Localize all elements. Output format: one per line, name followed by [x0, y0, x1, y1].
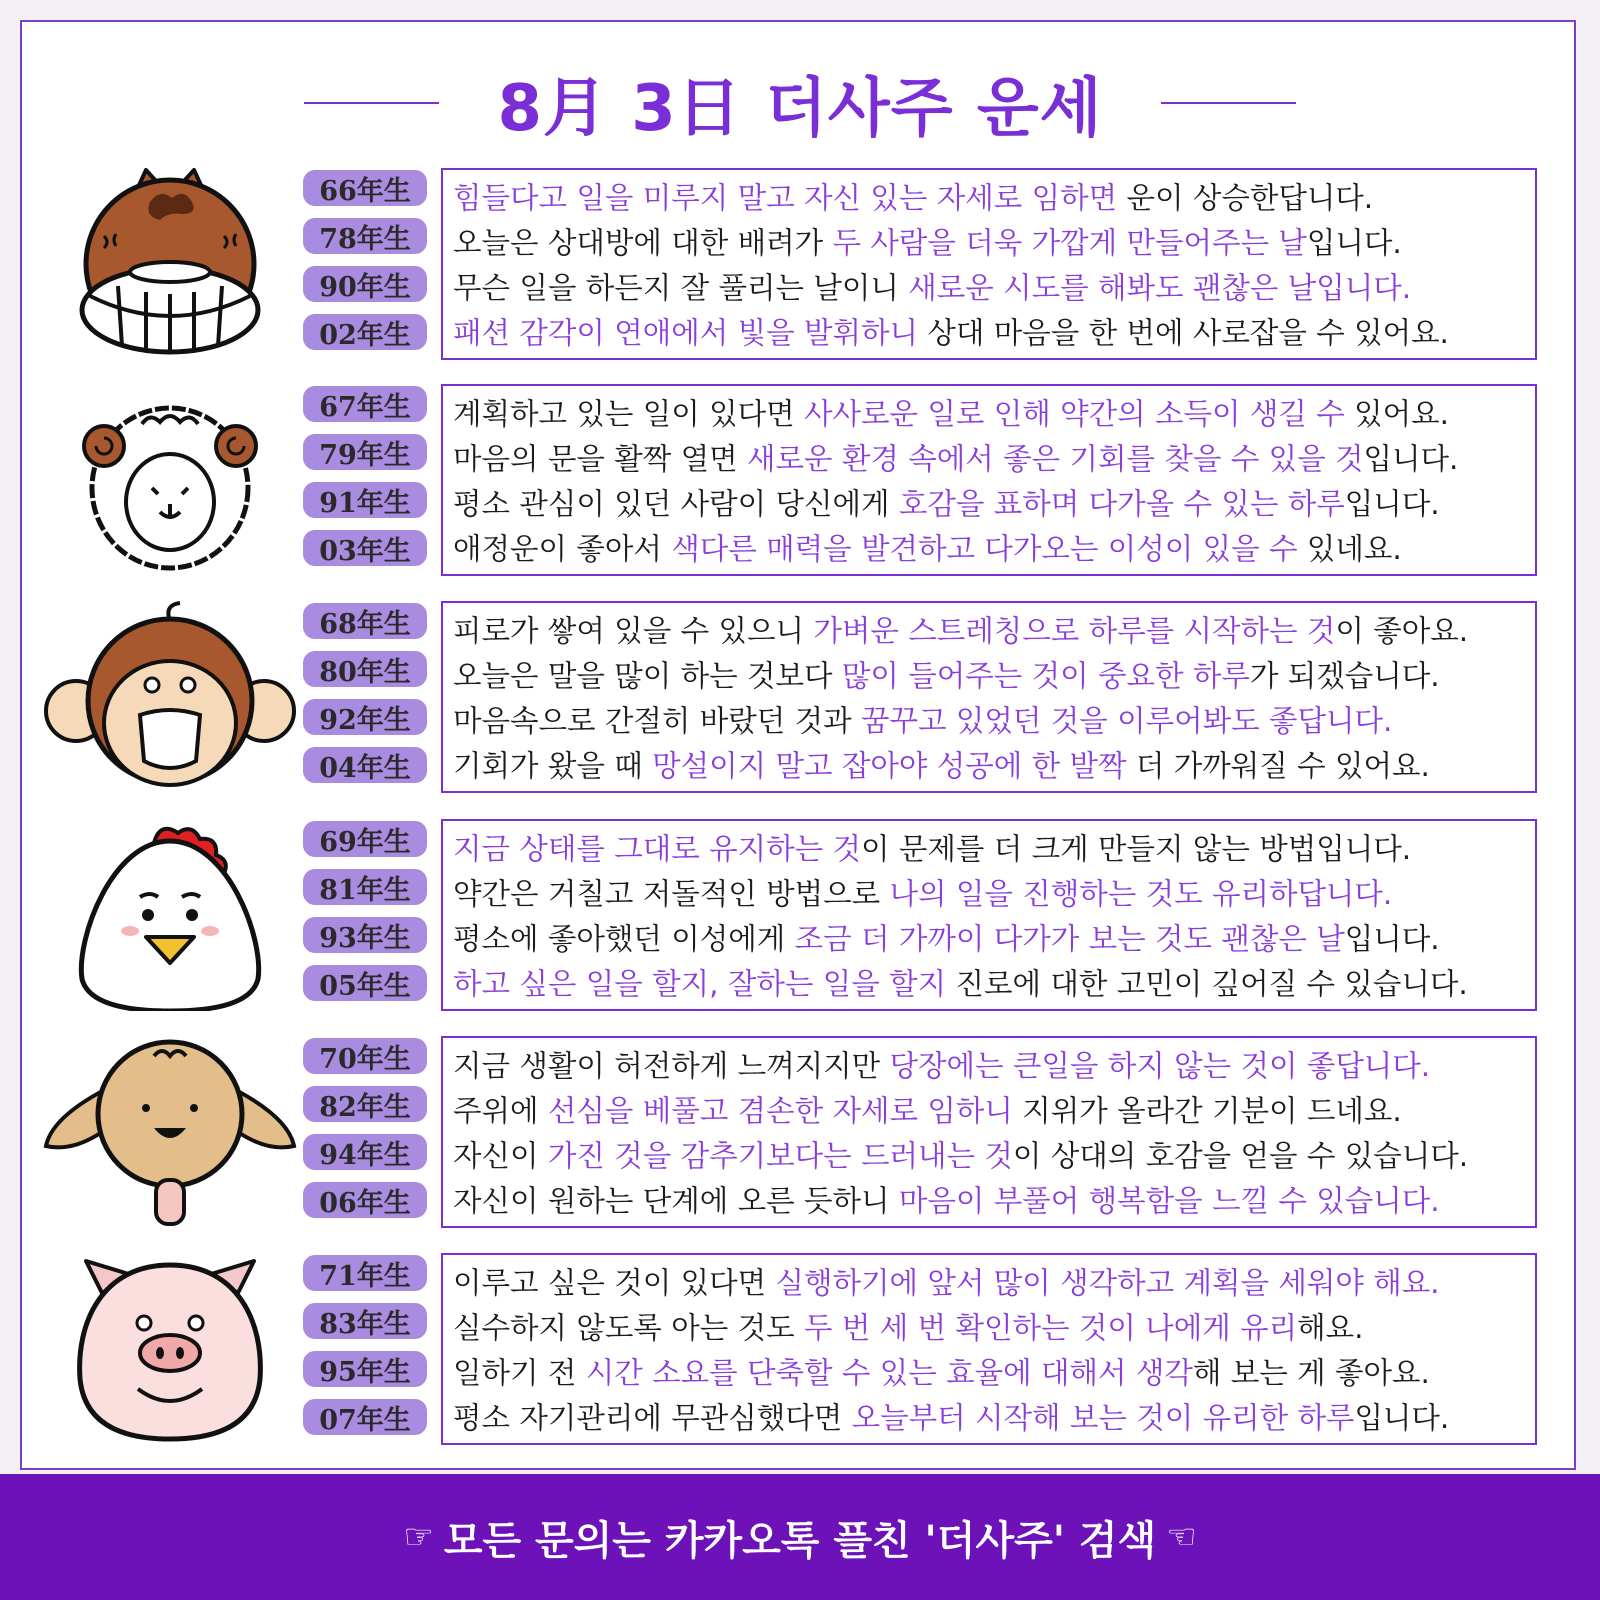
fortune-line: 주위에 선심을 베풀고 겸손한 자세로 임하니 지위가 올라간 기분이 드네요. — [453, 1094, 1402, 1128]
birth-year-badge: 03年生 — [303, 530, 427, 566]
birth-year-badge: 02年生 — [303, 314, 427, 350]
fortune-line: 무슨 일을 하든지 잘 풀리는 날이니 새로운 시도를 해봐도 괜찮은 날입니다. — [453, 271, 1412, 305]
fortune-line: 패션 감각이 연애에서 빛을 발휘하니 상대 마음을 한 번에 사로잡을 수 있어요. — [453, 316, 1449, 350]
birth-year-badges — [303, 386, 431, 578]
fortune-line: 계획하고 있는 일이 있다면 사사로운 일로 인해 약간의 소득이 생길 수 있어요. — [453, 397, 1449, 431]
birth-year-badge: 07年生 — [303, 1399, 427, 1435]
birth-year-badge: 67年生 — [303, 386, 427, 422]
title-divider-right — [1161, 102, 1296, 104]
birth-year-badges — [303, 821, 431, 1013]
fortune-line: 오늘은 말을 많이 하는 것보다 많이 들어주는 것이 중요한 하루가 되겠습니다. — [453, 659, 1440, 693]
fortune-line: 지금 상태를 그대로 유지하는 것이 문제를 더 크게 만들지 않는 방법입니다. — [453, 832, 1412, 866]
birth-year-badge: 95年生 — [303, 1351, 427, 1387]
birth-year-badges — [303, 1038, 431, 1230]
footer-text: 모든 문의는 카카오톡 플친 '더사주' 검색 — [443, 1517, 1157, 1564]
rooster-icon — [42, 819, 298, 1011]
fortune-line: 평소 관심이 있던 사람이 당신에게 호감을 표하며 다가올 수 있는 하루입니다. — [453, 487, 1440, 521]
fortune-line: 피로가 쌓여 있을 수 있으니 가벼운 스트레칭으로 하루를 시작하는 것이 좋아요. — [453, 614, 1469, 648]
fortune-textbox — [441, 384, 1537, 576]
birth-year-badge: 71年生 — [303, 1255, 427, 1291]
horse-icon — [42, 168, 298, 360]
birth-year-badge: 06年生 — [303, 1182, 427, 1218]
fortune-line: 이루고 싶은 것이 있다면 실행하기에 앞서 많이 생각하고 계획을 세워야 해요. — [453, 1266, 1440, 1300]
fortune-line: 평소에 좋아했던 이성에게 조금 더 가까이 다가가 보는 것도 괜찮은 날입니다. — [453, 922, 1440, 956]
birth-year-badge: 94年生 — [303, 1134, 427, 1170]
birth-year-badge: 05年生 — [303, 965, 427, 1001]
fortune-textbox — [441, 1036, 1537, 1228]
fortune-line: 오늘은 상대방에 대한 배려가 두 사람을 더욱 가깝게 만들어주는 날입니다. — [453, 226, 1402, 260]
fortune-section-sheep — [0, 384, 1600, 576]
header — [0, 58, 1600, 148]
birth-year-badges — [303, 170, 431, 362]
birth-year-badge: 81年生 — [303, 869, 427, 905]
fortune-line: 애정운이 좋아서 색다른 매력을 발견하고 다가오는 이성이 있을 수 있네요. — [453, 532, 1402, 566]
birth-year-badge: 92年生 — [303, 699, 427, 735]
pointing-right-hand-icon: ☞ — [403, 1517, 434, 1557]
birth-year-badges — [303, 1255, 431, 1447]
fortune-line: 힘들다고 일을 미루지 말고 자신 있는 자세로 임하면 운이 상승한답니다. — [453, 181, 1374, 215]
birth-year-badge: 68年生 — [303, 603, 427, 639]
birth-year-badge: 66年生 — [303, 170, 427, 206]
birth-year-badge: 91年生 — [303, 482, 427, 518]
birth-year-badge: 69年生 — [303, 821, 427, 857]
fortune-line: 마음의 문을 활짝 열면 새로운 환경 속에서 좋은 기회를 찾을 수 있을 것입니다. — [453, 442, 1459, 476]
fortune-section-horse — [0, 168, 1600, 360]
fortune-line: 하고 싶은 일을 할지, 잘하는 일을 할지 진로에 대한 고민이 깊어질 수 있습니다. — [453, 967, 1468, 1001]
fortune-line: 기회가 왔을 때 망설이지 말고 잡아야 성공에 한 발짝 더 가까워질 수 있어요. — [453, 749, 1430, 783]
fortune-section-rooster — [0, 819, 1600, 1011]
title-divider-left — [304, 102, 439, 104]
pointing-left-hand-icon: ☜ — [1166, 1517, 1197, 1557]
fortune-textbox — [441, 819, 1537, 1011]
fortune-line: 약간은 거칠고 저돌적인 방법으로 나의 일을 진행하는 것도 유리하답니다. — [453, 877, 1393, 911]
birth-year-badge: 04年生 — [303, 747, 427, 783]
fortune-textbox — [441, 601, 1537, 793]
fortune-line: 마음속으로 간절히 바랐던 것과 꿈꾸고 있었던 것을 이루어봐도 좋답니다. — [453, 704, 1393, 738]
dog-icon — [42, 1036, 298, 1228]
fortune-section-dog — [0, 1036, 1600, 1228]
fortune-textbox — [441, 1253, 1537, 1445]
fortune-line: 지금 생활이 허전하게 느껴지지만 당장에는 큰일을 하지 않는 것이 좋답니다. — [453, 1049, 1431, 1083]
fortune-line: 자신이 원하는 단계에 오른 듯하니 마음이 부풀어 행복함을 느낄 수 있습니다. — [453, 1184, 1440, 1218]
birth-year-badges — [303, 603, 431, 795]
birth-year-badge: 80年生 — [303, 651, 427, 687]
fortune-line: 일하기 전 시간 소요를 단축할 수 있는 효율에 대해서 생각해 보는 게 좋아요. — [453, 1356, 1430, 1390]
fortune-line: 실수하지 않도록 아는 것도 두 번 세 번 확인하는 것이 나에게 유리해요. — [453, 1311, 1364, 1345]
birth-year-badge: 78年生 — [303, 218, 427, 254]
page-title: 8月 3日 더사주 운세 — [497, 72, 1103, 146]
fortune-textbox — [441, 168, 1537, 360]
sheep-icon — [42, 384, 298, 576]
birth-year-badge: 70年生 — [303, 1038, 427, 1074]
fortune-line: 자신이 가진 것을 감추기보다는 드러내는 것이 상대의 호감을 얻을 수 있습니다. — [453, 1139, 1469, 1173]
pig-icon — [42, 1253, 298, 1445]
birth-year-badge: 79年生 — [303, 434, 427, 470]
fortune-section-pig — [0, 1253, 1600, 1445]
footer-banner — [0, 1474, 1600, 1600]
fortune-section-monkey — [0, 601, 1600, 793]
birth-year-badge: 82年生 — [303, 1086, 427, 1122]
fortune-line: 평소 자기관리에 무관심했다면 오늘부터 시작해 보는 것이 유리한 하루입니다. — [453, 1401, 1450, 1435]
birth-year-badge: 83年生 — [303, 1303, 427, 1339]
monkey-icon — [42, 601, 298, 793]
birth-year-badge: 93年生 — [303, 917, 427, 953]
birth-year-badge: 90年生 — [303, 266, 427, 302]
